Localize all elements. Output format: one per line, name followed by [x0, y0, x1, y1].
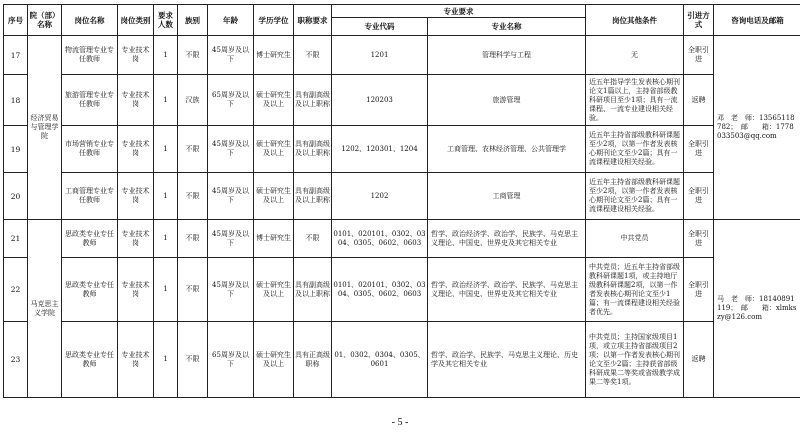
- table-row: [4, 322, 800, 398]
- header-education: 学历学位: [254, 5, 294, 36]
- table-row: [4, 220, 800, 258]
- mode-cell: 全职引进: [684, 126, 714, 173]
- major-code-cell: 120203: [332, 75, 428, 126]
- major-name-cell: 哲学、政治经济学、政治学、民族学、马克思主义理论、中国史、世界史及其它相关专业: [428, 220, 586, 258]
- header-age: 年龄: [208, 5, 254, 36]
- mode-cell: 全职引进: [684, 173, 714, 220]
- ethnicity-cell: 不限: [178, 126, 208, 173]
- post-cell: 思政类专业专任教师: [62, 220, 118, 258]
- category-cell: 专业技术岗: [118, 322, 154, 398]
- education-cell: 博士研究生: [254, 220, 294, 258]
- count-cell: 1: [154, 322, 178, 398]
- dept-cell: 马克思主义学院: [28, 220, 62, 398]
- age-cell: 45周岁及以下: [208, 173, 254, 220]
- seq-cell: 23: [4, 322, 28, 398]
- mode-cell: 全职引进: [684, 220, 714, 258]
- title-cell: 具有正高级职称: [294, 322, 332, 398]
- ethnicity-cell: 不限: [178, 258, 208, 322]
- mode-cell: 返聘: [684, 75, 714, 126]
- major-code-cell: 1201: [332, 36, 428, 75]
- category-cell: 专业技术岗: [118, 220, 154, 258]
- count-cell: 1: [154, 173, 178, 220]
- mode-cell: 返聘: [684, 322, 714, 398]
- seq-cell: 20: [4, 173, 28, 220]
- table-row: [4, 36, 800, 75]
- education-cell: 硕士研究生及以上: [254, 75, 294, 126]
- mode-cell: 全职引进: [684, 258, 714, 322]
- major-code-cell: 0101、020101、0302、0304、0305、0602、0603: [332, 258, 428, 322]
- major-name-cell: 管理科学与工程: [428, 36, 586, 75]
- table-row: [4, 173, 800, 220]
- header-other: 岗位其他条件: [586, 5, 684, 36]
- seq-cell: 22: [4, 258, 28, 322]
- major-name-cell: 工商管理、农林经济管理、公共管理学: [428, 126, 586, 173]
- category-cell: 专业技术岗: [118, 173, 154, 220]
- other-cell: 中共党员；主持国家级项目1项，或立项主持省部级项目2项；以第一作者发表核心期刊论文至少2篇；主持获省部级科研成果二等奖或省级教学成果二等奖1项。: [586, 322, 684, 398]
- header-seq: 序号: [4, 5, 28, 36]
- category-cell: 专业技术岗: [118, 75, 154, 126]
- other-cell: 近五年主持省部级教科研课题至少2项，以第一作者发表核心期刊论文至少2篇；具有一流课程建设相关经验。: [586, 126, 684, 173]
- age-cell: 45周岁及以下: [208, 258, 254, 322]
- title-cell: 具有副高级及以上职称: [294, 258, 332, 322]
- post-cell: 市场营销专业专任教师: [62, 126, 118, 173]
- seq-cell: 17: [4, 36, 28, 75]
- post-cell: 工商管理专业专任教师: [62, 173, 118, 220]
- ethnicity-cell: 不限: [178, 220, 208, 258]
- other-cell: 近五年指导学生发表核心期刊论文1篇以上，主持省部级教科研项目至少1项；具有一流课程、一流专业建设相关经验。: [586, 75, 684, 126]
- header-category: 岗位类别: [118, 5, 154, 36]
- contact-cell: 邓 老 师：13565118782； 邮 箱：1778033503@qq.com: [714, 36, 800, 220]
- page-number: - 5 -: [391, 417, 409, 428]
- header-major-group: 专业要求: [332, 5, 586, 18]
- major-code-cell: 01、0302、0304、0305、0601: [332, 322, 428, 398]
- header-dept: 院（部）名称: [28, 5, 62, 36]
- education-cell: 硕士研究生及以上: [254, 126, 294, 173]
- title-cell: 具有副高级及以上职称: [294, 126, 332, 173]
- ethnicity-cell: 不限: [178, 36, 208, 75]
- header-contact: 咨询电话及邮箱: [714, 5, 800, 36]
- header-count: 要求人数: [154, 5, 178, 36]
- title-cell: 不限: [294, 220, 332, 258]
- header-ethnicity: 族别: [178, 5, 208, 36]
- title-cell: 具有副高级及以上职称: [294, 173, 332, 220]
- mode-cell: 全职引进: [684, 36, 714, 75]
- education-cell: 硕士研究生及以上: [254, 173, 294, 220]
- category-cell: 专业技术岗: [118, 126, 154, 173]
- table-row: [4, 258, 800, 322]
- major-name-cell: 哲学、政治经济学、政治学、民族学、马克思主义理论、中国史、世界史及其它相关专业: [428, 258, 586, 322]
- post-cell: 旅游管理专业专任教师: [62, 75, 118, 126]
- recruitment-table: [3, 4, 800, 398]
- ethnicity-cell: 不限: [178, 322, 208, 398]
- header-mode: 引进方式: [684, 5, 714, 36]
- post-cell: 物流管理专业专任教师: [62, 36, 118, 75]
- header-title: 职称要求: [294, 5, 332, 36]
- dept-cell: 经济贸易与管理学院: [28, 36, 62, 220]
- count-cell: 1: [154, 36, 178, 75]
- other-cell: 中共党员；近五年主持省部级教科研课题1项，或主持地厅级教科研课题2项，以第一作者发表核心期刊论文至少1篇；有一流课程建设相关经验者优先。: [586, 258, 684, 322]
- age-cell: 45周岁及以下: [208, 220, 254, 258]
- post-cell: 思政类专业专任教师: [62, 258, 118, 322]
- ethnicity-cell: 不限: [178, 173, 208, 220]
- count-cell: 1: [154, 258, 178, 322]
- age-cell: 45周岁及以下: [208, 126, 254, 173]
- ethnicity-cell: 汉族: [178, 75, 208, 126]
- contact-cell: 马 老 师：18140891119； 邮 箱：xlmkszy@126.com: [714, 220, 800, 398]
- major-code-cell: 1202: [332, 173, 428, 220]
- other-cell: 中共党员: [586, 220, 684, 258]
- title-cell: 具有副高级及以上职称: [294, 75, 332, 126]
- education-cell: 硕士研究生及以上: [254, 258, 294, 322]
- seq-cell: 19: [4, 126, 28, 173]
- post-cell: 思政类专业专任教师: [62, 322, 118, 398]
- header-major-code: 专业代码: [332, 18, 428, 36]
- header-post: 岗位名称: [62, 5, 118, 36]
- age-cell: 45周岁及以下: [208, 36, 254, 75]
- seq-cell: 21: [4, 220, 28, 258]
- table-row: [4, 126, 800, 173]
- major-code-cell: 1202、120301、1204: [332, 126, 428, 173]
- count-cell: 1: [154, 220, 178, 258]
- header-major-name: 专业名称: [428, 18, 586, 36]
- other-cell: 无: [586, 36, 684, 75]
- major-name-cell: 旅游管理: [428, 75, 586, 126]
- category-cell: 专业技术岗: [118, 36, 154, 75]
- education-cell: 博士研究生: [254, 36, 294, 75]
- count-cell: 1: [154, 126, 178, 173]
- seq-cell: 18: [4, 75, 28, 126]
- table-row: [4, 75, 800, 126]
- category-cell: 专业技术岗: [118, 258, 154, 322]
- title-cell: 不限: [294, 36, 332, 75]
- major-code-cell: 0101、020101、0302、0304、0305、0602、0603: [332, 220, 428, 258]
- major-name-cell: 哲学、政治学、民族学、马克思主义理论、历史学及其它相关专业: [428, 322, 586, 398]
- age-cell: 65周岁及以下: [208, 75, 254, 126]
- major-name-cell: 工商管理: [428, 173, 586, 220]
- age-cell: 65周岁及以下: [208, 322, 254, 398]
- other-cell: 近五年主持省部级教科研课题至少2项，以第一作者发表核心期刊论文至少2篇；具有一流课程建设相关经验。: [586, 173, 684, 220]
- count-cell: 1: [154, 75, 178, 126]
- education-cell: 硕士研究生及以上: [254, 322, 294, 398]
